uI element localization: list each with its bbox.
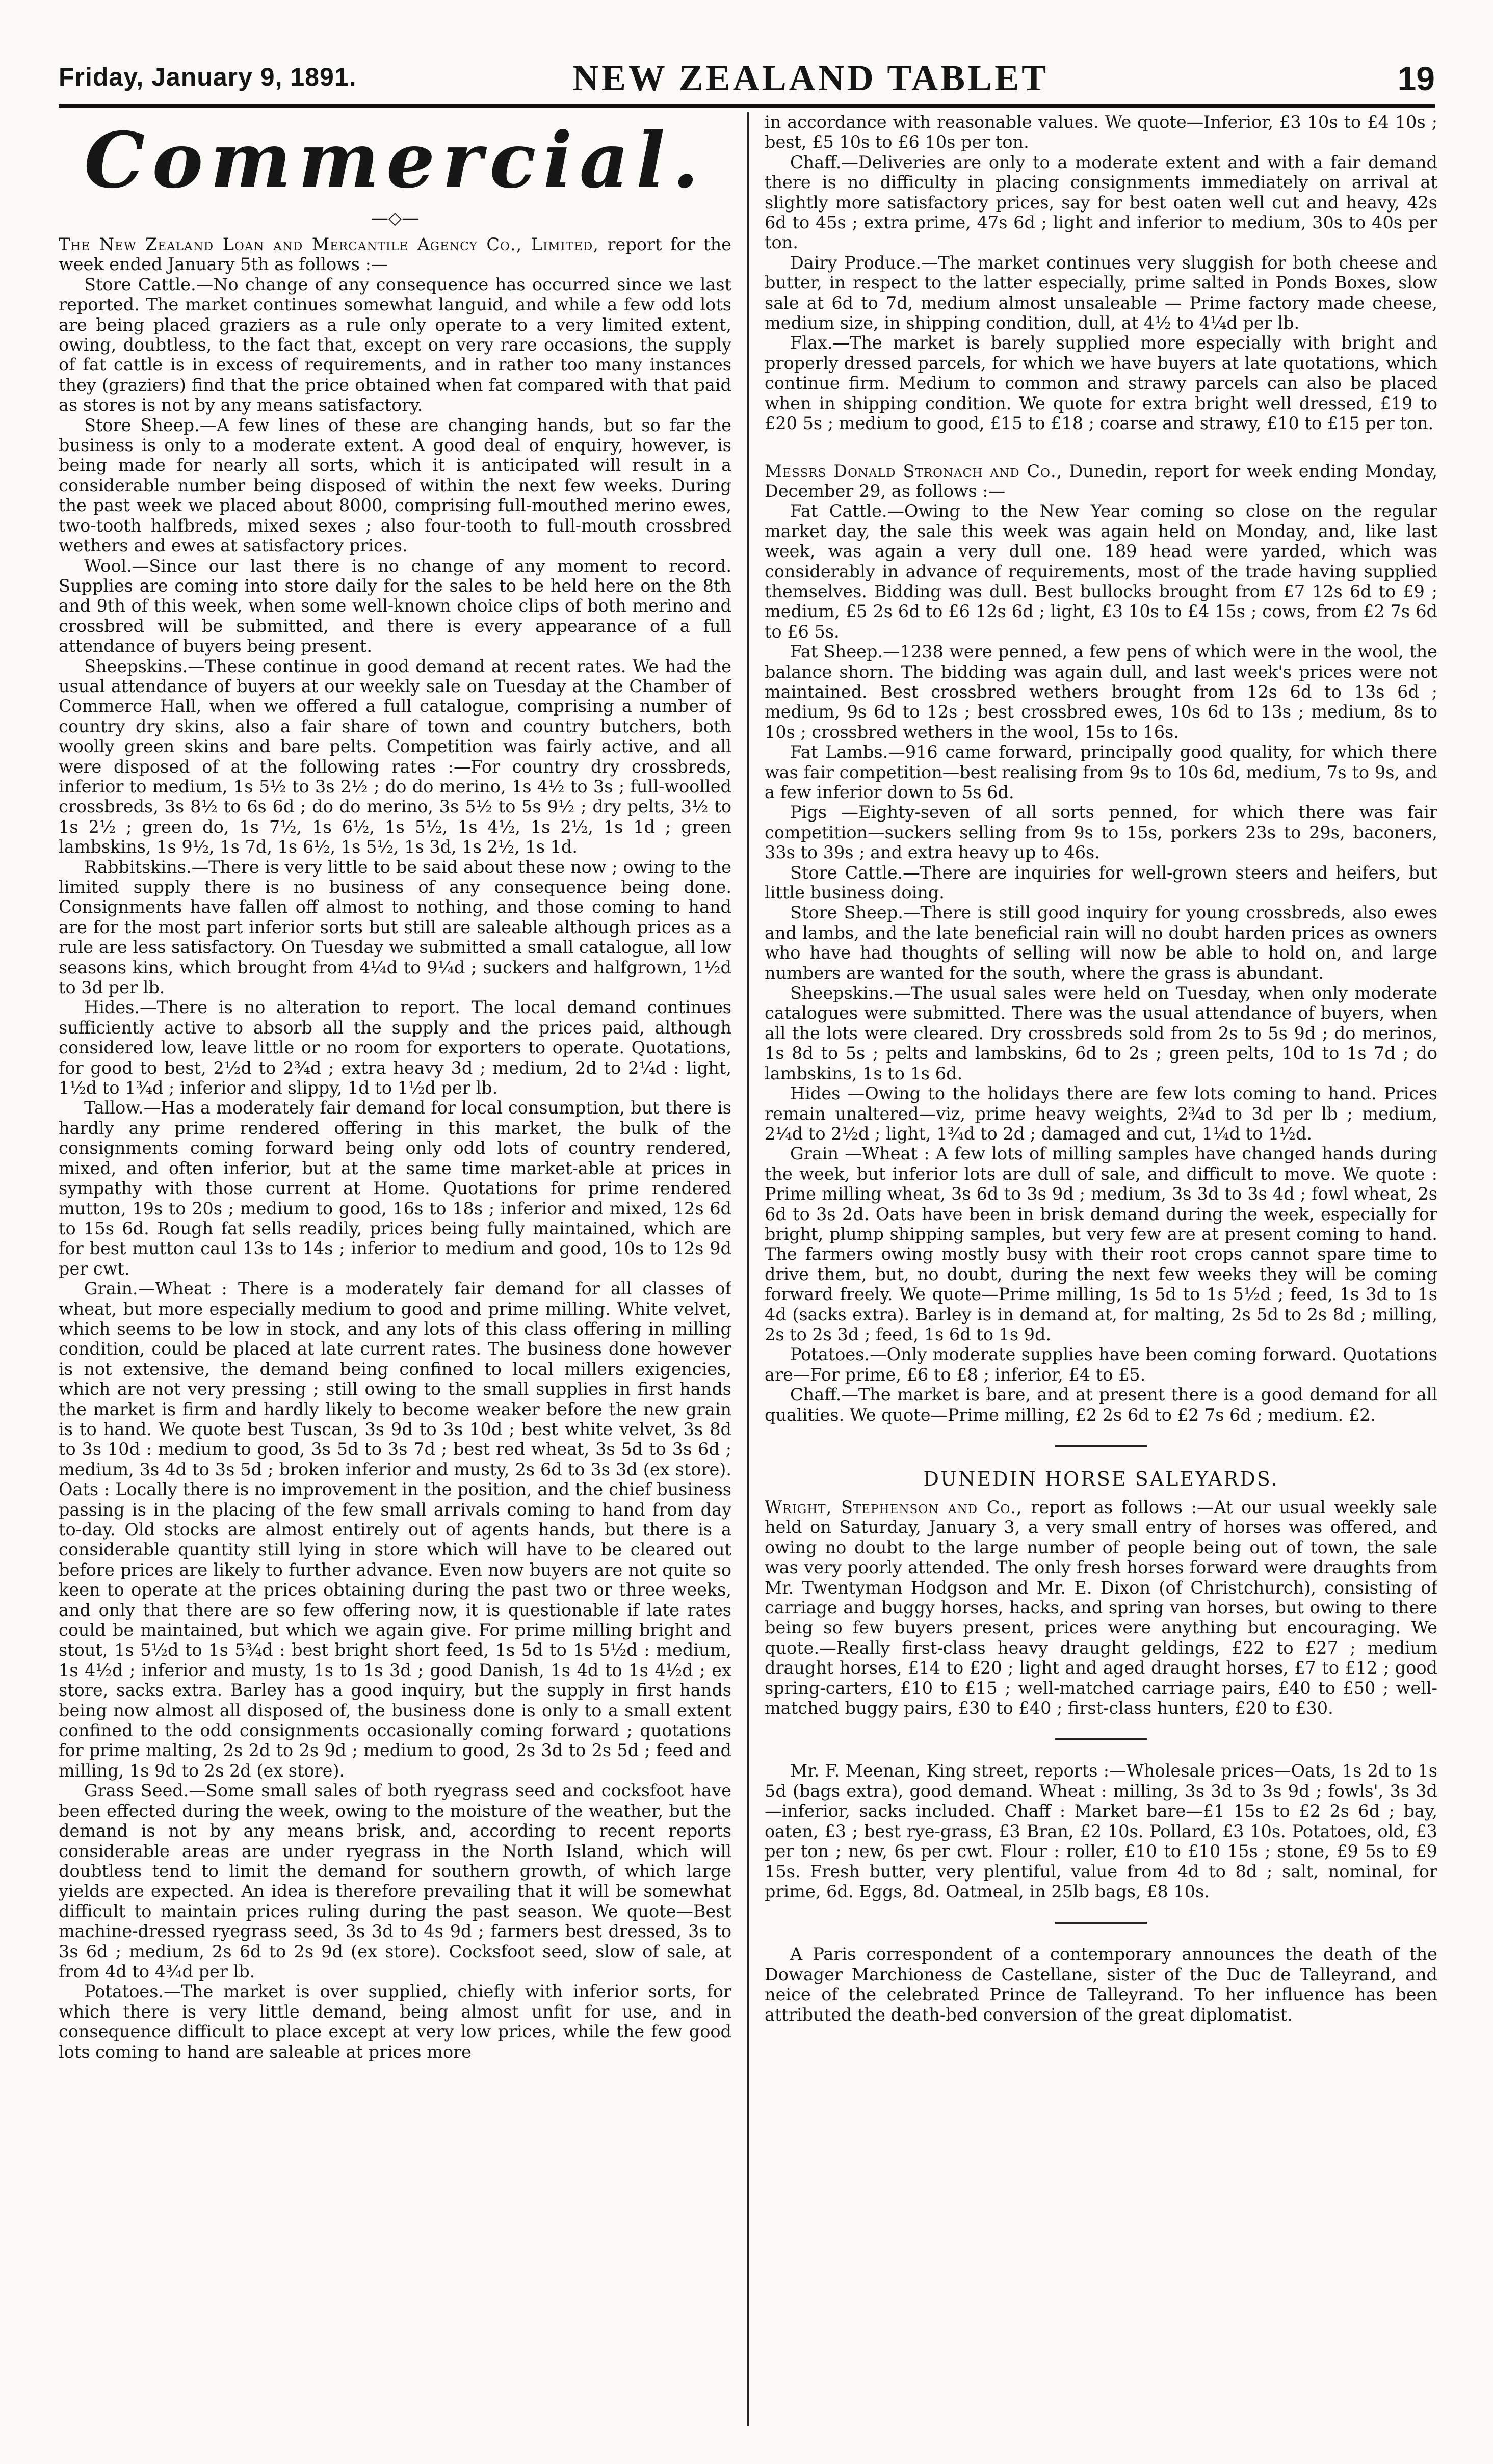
report-text: report as follows :—At our usual weekly sale held on Saturday, January 3, a very small entry of horses was offered, and owing no doubt to the large number of people being out of town, the sale was very poorly attended. The only fresh horses forward were draughts from Mr. Twentyman Hodgson and Mr. E. Dixon (of Christchurch), consisting of carriage and buggy horses, hacks, and spring van horses, but owing to there being so few buyers present, prices were anything but encouraging. We quote.—Really first-class heavy draught geldings, £22 to £27 ; medium draught horses, £14 to £20 ; light and aged draught horses, £7 to £12 ; good spring-carters, £10 to £15 ; well-matched carriage pairs, £40 to £50 ; well-matched buggy pairs, £30 to £40 ; first-class hunters, £20 to £30. — [765, 1497, 1437, 1718]
page-header — [59, 55, 1435, 101]
store-sheep-paragraph: Store Sheep.—There is still good inquiry for young crossbreds, also ewes and lambs, and the late beneficial rain will no doubt harden prices as owners who have had thoughts of selling will now be able to hold on, and large numbers are wanted for the south, where the grass is abundant. — [765, 903, 1437, 983]
potatoes-paragraph: Potatoes.—The market is over supplied, chiefly with inferior sorts, for which there is very little demand, being almost unfit for use, and in consequence difficult to place except at very low prices, while the few good lots coming to hand are saleable at prices more — [59, 1981, 731, 2062]
hides-paragraph: Hides.—There is no alteration to report. The local demand continues sufficiently active to absorb all the supply and the prices paid, although considered low, leave little or no room for exporters to operate. Quotations, for good to best, 2½d to 2¾d ; extra heavy 3d ; medium, 2d to 2¼d : light, 1½d to 1¾d ; inferior and slippy, 1d to 1½d per lb. — [59, 997, 731, 1098]
right-column — [765, 112, 1437, 2426]
hides-paragraph: Hides —Owing to the holidays there are few lots coming to hand. Prices remain unaltered—viz, prime heavy weights, 2¾d to 3d per lb ; medium, 2¼d to 2½d ; light, 1¾d to 2d ; damaged and cut, 1¼d to 1½d. — [765, 1083, 1437, 1144]
meenan-report: Mr. F. Meenan, King street, reports :—Wholesale prices—Oats, 1s 2d to 1s 5d (bags extra), good demand. Wheat : milling, 3s 3d to 3s 9d ; fowls', 3s 3d—inferior, sacks included. Chaff : Market bare—£1 15s to £2 2s 6d ; bay, oaten, £3 ; best rye-grass, £3 Bran, £2 10s. Pollard, £3 10s. Potatoes, old, £3 per ton ; new, 6s per cwt. Flour : roller, £10 to £10 15s ; stone, £9 5s to £9 15s. Fresh butter, very plentiful, value from 4d to 8d ; salt, nominal, for prime, 6d. Eggs, 8d. Oatmeal, in 25lb bags, £8 10s. — [765, 1761, 1437, 1901]
report-intro: report for the week ended January 5th as follows :— — [59, 234, 731, 275]
sheepskins-paragraph: Sheepskins.—The usual sales were held on Tuesday, when only moderate catalogues were submitted. There was the usual attendance of buyers, when all the lots were cleared. Dry crossbreds sold from 2s to 5s 9d ; do merinos, 1s 8d to 5s ; pelts and lambskins, 6d to 2s ; green pelts, 10d to 1s 7d ; do lambskins, 1s to 1s 6d. — [765, 983, 1437, 1083]
flax-paragraph: Flax.—The market is barely supplied more especially with bright and properly dressed parcels, for which we have buyers at late quotations, which continue firm. Medium to common and strawy parcels can also be placed when in shipping condition. We quote for extra bright well dressed, £19 to £20 5s ; medium to good, £15 to £18 ; coarse and strawy, £10 to £15 per ton. — [765, 333, 1437, 434]
rabbitskins-paragraph: Rabbitskins.—There is very little to be said about these now ; owing to the limited supply there is no business of any consequence being done. Consignments have fallen off almost to nothing, and those coming to hand are for the most part inferior sorts but still are saleable although prices as a rule are less satisfactory. On Tuesday we submitted a small catalogue, all low seasons kins, which brought from 4¼d to 9¼d ; suckers and halfgrown, 1½d to 3d per lb. — [59, 857, 731, 998]
potatoes-paragraph: Potatoes.—Only moderate supplies have been coming forward. Quotations are—For prime, £6 to £8 ; inferior, £4 to £5. — [765, 1344, 1437, 1385]
tallow-paragraph: Tallow.—Has a moderately fair demand for local consumption, but there is hardly any prime rendered offering in this market, the bulk of the consignments coming forward being only odd lots of country rendered, mixed, and often inferior, but at the same time market-able at prices in sympathy with those current at Home. Quotations for prime rendered mutton, 19s to 20s ; medium to good, 16s to 18s ; inferior and mixed, 12s 6d to 15s 6d. Rough fat sells readily, prices being fully maintained, which are for best mutton caul 13s to 14s ; inferior to medium and good, 10s to 12s 9d per cwt. — [59, 1098, 731, 1279]
left-column — [59, 112, 731, 2426]
sheepskins-paragraph: Sheepskins.—These continue in good demand at recent rates. We had the usual attendance of buyers at our weekly sale on Tuesday at the Chamber of Commerce Hall, when we offered a full catalogue, comprising a number of country dry skins, also a fair share of town and country butchers, both woolly green skins and bare pelts. Competition was fairly active, and all were disposed of at the following rates :—For country dry crossbreds, inferior to medium, 1s 5½ to 3s 2½ ; do do merino, 1s 4½ to 3s ; full-woolled crossbreds, 3s 8½ to 6s 6d ; do do merino, 3s 5½ to 5s 9½ ; dry pelts, 3½ to 1s 2½ ; green do, 1s 7½, 1s 6½, 1s 5½, 1s 4½, 1s 2½, 1s 1d ; green lambskins, 1s 9½, 1s 7d, 1s 6½, 1s 5½, 1s 3d, 1s 2½, 1s 1d. — [59, 656, 731, 857]
company-name: Wright, Stephenson and Co., — [765, 1497, 1023, 1517]
fat-lambs-paragraph: Fat Lambs.—916 came forward, principally good quality, for which there was fair competition—best realising from 9s to 10s 6d, medium, 7s to 9s, and a few inferior down to 5s 6d. — [765, 742, 1437, 802]
section-rule — [1055, 1922, 1147, 1924]
wool-paragraph: Wool.—Since our last there is no change of any moment to record. Supplies are coming into store daily for the sales to be held here on the 8th and 9th of this week, when some well-known choice clips of both merino and crossbred will be submitted, and there is every appearance of a full attendance of buyers being present. — [59, 555, 731, 656]
store-cattle-paragraph: Store Cattle.—There are inquiries for well-grown steers and heifers, but little business doing. — [765, 862, 1437, 903]
potatoes-continued: in accordance with reasonable values. We quote—Inferior, £3 10s to £4 10s ; best, £5 10s to £6 10s per ton. — [765, 112, 1437, 152]
grain-paragraph: Grain —Wheat : A few lots of milling samples have changed hands during the week, but inferior lots are dull of sale, and difficult to move. We quote : Prime milling wheat, 3s 6d to 3s 9d ; medium, 3s 3d to 3s 4d ; fowl wheat, 2s 6d to 3s 2d. Oats have been in brisk demand during the week, especially for bright, plump shipping samples, but very few are at present coming to hand. The farmers owing mostly busy with their root crops cannot spare time to drive them, but, no doubt, during the next few weeks they will be coming forward freely. We quote—Prime milling, 1s 5d to 1s 5½d ; feed, 1s 3d to 1s 4d (sacks extra). Barley is in demand at, for malting, 2s 5d to 2s 8d ; milling, 2s to 2s 3d ; feed, 1s 6d to 1s 9d. — [765, 1144, 1437, 1344]
stronach-intro — [765, 461, 1437, 501]
horse-saleyards-report — [765, 1497, 1437, 1718]
grass-seed-paragraph: Grass Seed.—Some small sales of both ryegrass seed and cocksfoot have been effected during the week, owing to the moisture of the weather, but the demand is not by any means brisk, and, according to recent reports considerable areas are under ryegrass in the North Island, which will doubtless tend to limit the demand for southern growth, of which large yields are expected. An idea is therefore prevailing that it will be somewhat difficult to maintain prices ruling during the past season. We quote—Best machine-dressed ryegrass seed, 3s 3d to 4s 9d ; farmers best dressed, 3s to 3s 6d ; medium, 2s 6d to 2s 9d (ex store). Cocksfoot seed, slow of sale, at from 4d to 4¾d per lb. — [59, 1781, 731, 1981]
grain-paragraph: Grain.—Wheat : There is a moderately fair demand for all classes of wheat, but more especially medium to good and prime milling. White velvet, which seems to be low in stock, and any lots of this class offering in milling condition, could be placed at late current rates. The business done however is not extensive, the demand being confined to local millers exigencies, which are not very pressing ; still owing to the small supplies in first hands the market is firm and hardly likely to become weaker before the new grain is to hand. We quote best Tuscan, 3s 9d to 3s 10d ; best white velvet, 3s 8d to 3s 10d : medium to good, 3s 5d to 3s 7d ; best red wheat, 3s 5d to 3s 6d ; medium, 3s 4d to 3s 5d ; broken inferior and musty, 2s 6d to 3s 3d (ex store). Oats : Locally there is no improvement in the position, and the chief business passing is in the placing of the few small arrivals coming to hand from day to-day. Old stocks are almost entirely out of agents hands, but there is a considerable quantity still lying in store which will have to be cleared out before prices are likely to further advance. Even now buyers are not quite so keen to operate at the prices obtaining during the past two or three weeks, and only that there are so few offering now, it is questionable if late rates could be maintained, but which we again give. For prime milling bright and stout, 1s 5½d to 1s 5¾d : best bright short feed, 1s 5d to 1s 5½d : medium, 1s 4½d ; inferior and musty, 1s to 1s 3d ; good Danish, 1s 4d to 1s 4½d ; ex store, sacks extra. Barley has a good inquiry, but the supply in first hands being now almost all disposed of, the business done is only to a small extent confined to the odd consignments occasionally coming forward ; quotations for prime malting, 2s 2d to 2s 9d ; medium to good, 2s 3d to 2s 5d ; feed and milling, 1s 9d to 2s 2d (ex store). — [59, 1279, 731, 1781]
column-divider — [747, 112, 749, 2426]
company-name: The New Zealand Loan and Mercantile Agency Co., Limited, — [59, 234, 599, 254]
department-title: Commercial. — [84, 116, 706, 205]
issue-date: Friday, January 9, 1891. — [59, 63, 357, 91]
fat-sheep-paragraph: Fat Sheep.—1238 were penned, a few pens of which were in the wool, the balance shorn. The bidding was again dull, and last week's prices were not maintained. Best crossbred wethers brought from 12s 6d to 13s 6d ; medium, 9s 6d to 12s ; best crossbred ewes, 10s 6d to 13s ; medium, 8s to 10s ; crossbred wethers in the wool, 15s to 16s. — [765, 642, 1437, 742]
chaff-paragraph: Chaff.—Deliveries are only to a moderate extent and with a fair demand there is no difficulty in placing consignments immediately on arrival at slightly more satisfactory prices, say for best oaten well cut and heavy, 42s 6d to 45s ; extra prime, 47s 6d ; light and inferior to medium, 30s to 40s per ton. — [765, 152, 1437, 253]
nzlma-intro — [59, 234, 731, 275]
store-cattle-paragraph: Store Cattle.—No change of any consequence has occurred since we last reported. The market continues somewhat languid, and while a few odd lots are being placed graziers as a rule only operate to a very limited extent, owing, doubtless, to the fact that, except on very rare occasions, the supply of fat cattle is in excess of requirements, and in rather too many instances they (graziers) find that the price obtained when fat compared with that paid as stores is not by any means satisfactory. — [59, 274, 731, 415]
company-name: Messrs Donald Stronach and Co., — [765, 461, 1063, 481]
report-intro: Dunedin, report for week ending Monday, December 29, as follows :— — [765, 461, 1437, 501]
pigs-paragraph: Pigs —Eighty-seven of all sorts penned, for which there was fair competition—suckers selling from 9s to 15s, porkers 23s to 29s, baconers, 33s to 39s ; and extra heavy up to 46s. — [765, 802, 1437, 863]
ornament: —◇— — [371, 208, 420, 228]
section-rule — [1055, 1738, 1147, 1740]
fat-cattle-paragraph: Fat Cattle.—Owing to the New Year coming so close on the regular market day, the sale this week was again held on Monday, and, like last week, was again a very dull one. 189 head were yarded, which was considerably in advance of requirements, most of the trade having supplied themselves. Bidding was dull. Best bullocks brought from £7 12s 6d to £9 ; medium, £5 2s 6d to £6 12s 6d ; light, £3 10s to £4 15s ; cows, from £2 7s 6d to £6 5s. — [765, 501, 1437, 642]
paris-correspondent-note: A Paris correspondent of a contemporary announces the death of the Dowager Marchioness de Castellane, sister of the Duc de Talleyrand, and neice of the celebrated Prince de Talleyrand. To her influence has been attributed the death-bed conversion of the great diplomatist. — [765, 1944, 1437, 2025]
dairy-paragraph: Dairy Produce.—The market continues very sluggish for both cheese and butter, in respect to the latter especially, prime salted in Ponds Boxes, slow sale at 6d to 7d, medium almost unsaleable — Prime factory made cheese, medium size, in shipping condition, dull, at 4½ to 4¼d per lb. — [765, 252, 1437, 333]
page-number: 19 — [1397, 60, 1435, 97]
chaff-paragraph: Chaff.—The market is bare, and at present there is a good demand for all qualities. We quote—Prime milling, £2 2s 6d to £2 7s 6d ; medium. £2. — [765, 1385, 1437, 1425]
section-rule — [1055, 1445, 1147, 1447]
header-rule — [59, 104, 1435, 108]
store-sheep-paragraph: Store Sheep.—A few lines of these are changing hands, but so far the business is only to a moderate extent. A good deal of enquiry, however, is being made for nearly all sorts, which it is anticipated will result in a considerable number being disposed of within the next few weeks. During the past week we placed about 8000, comprising full-mouthed merino ewes, two-tooth halfbreds, mixed sexes ; also four-tooth to full-mouth crossbred wethers and ewes at satisfactory prices. — [59, 415, 731, 556]
spacer — [765, 434, 1437, 461]
horse-saleyards-heading: DUNEDIN HORSE SALEYARDS. — [923, 1468, 1279, 1490]
masthead: NEW ZEALAND TABLET — [572, 58, 1049, 98]
